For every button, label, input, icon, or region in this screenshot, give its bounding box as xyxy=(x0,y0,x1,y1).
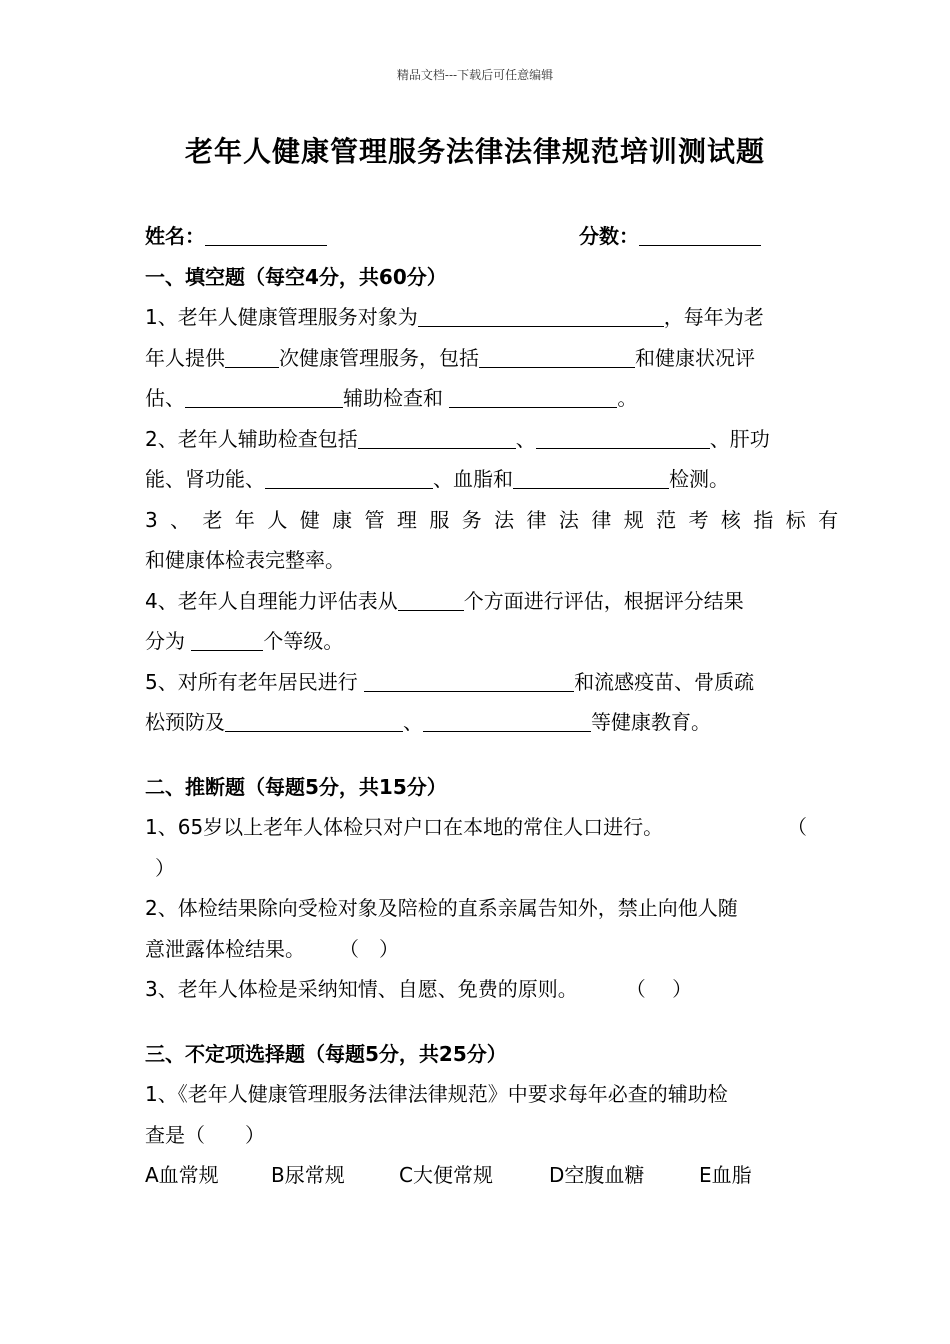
option-a[interactable]: A血常规 xyxy=(145,1163,219,1187)
score-field[interactable] xyxy=(579,216,761,257)
s2-q1-line2: ） xyxy=(155,855,175,880)
score-blank[interactable] xyxy=(639,225,761,246)
answer-blank[interactable] xyxy=(185,387,343,408)
s1-q4-line2: 分为 个等级。 xyxy=(145,629,344,653)
s3-q1-line1: 1、《老年人健康管理服务法律法律规范》中要求每年必查的辅助检 xyxy=(145,1082,728,1106)
answer-blank[interactable] xyxy=(513,468,669,489)
s3-q1-options xyxy=(145,1155,807,1196)
section3-heading: 三、不定项选择题（每题5分，共25分） xyxy=(145,1041,507,1066)
answer-blank[interactable] xyxy=(479,347,635,368)
answer-blank[interactable] xyxy=(398,590,464,611)
answer-blank[interactable] xyxy=(225,711,403,732)
s1-q1-line2: 年人提供 次健康管理服务，包括 和健康状况评 xyxy=(145,345,755,370)
answer-blank[interactable] xyxy=(449,387,617,408)
option-d[interactable]: D空腹血糖 xyxy=(549,1163,645,1187)
answer-paren[interactable]: （ ） xyxy=(625,977,693,1001)
s2-q2-line2: 意泄露体检结果。 （ ） xyxy=(145,936,399,961)
s2-q3: 3、老年人体检是采纳知情、自愿、免费的原则。 （ ） xyxy=(145,977,693,1001)
score-label: 分数： xyxy=(579,224,639,248)
s1-q5-line2: 松预防及 、 等健康教育。 xyxy=(145,710,711,734)
section2-heading: 二、推断题（每题5分，共15分） xyxy=(145,774,447,799)
s2-q1-line1: 1、65岁以上老年人体检只对户口在本地的常住人口进行。 （ xyxy=(145,807,807,848)
header-note: 精品文档---下载后可任意编辑 xyxy=(396,68,554,82)
answer-paren[interactable]: （ xyxy=(787,815,807,839)
info-row xyxy=(145,216,807,257)
name-blank[interactable] xyxy=(205,225,327,246)
answer-paren[interactable]: （ ） xyxy=(339,936,399,961)
answer-blank[interactable] xyxy=(191,630,263,651)
answer-blank[interactable] xyxy=(418,306,664,327)
option-e[interactable]: E血脂 xyxy=(699,1163,752,1187)
answer-blank[interactable] xyxy=(358,428,516,449)
s1-q1-line3: 估、 辅助检查和 。 xyxy=(145,386,638,410)
name-label: 姓名： xyxy=(145,224,205,248)
exam-content xyxy=(145,216,851,1196)
answer-blank[interactable] xyxy=(225,347,279,368)
s3-q1-line2: 查是（ ） xyxy=(145,1122,265,1147)
answer-blank[interactable] xyxy=(265,468,433,489)
s1-q2-line1: 2、老年人辅助检查包括 、 、肝功 xyxy=(145,426,770,451)
answer-blank[interactable] xyxy=(536,428,710,449)
name-field[interactable] xyxy=(145,216,327,257)
page-title: 老年人健康管理服务法律法律规范培训测试题 xyxy=(184,135,765,168)
s1-q1-line1: 1、老年人健康管理服务对象为 ，每年为老 xyxy=(145,305,764,329)
answer-blank[interactable] xyxy=(423,711,591,732)
s1-q3-line1: 3、老年人健康管理服务法律法律规范考核指标有 xyxy=(145,507,851,532)
s1-q3-line2: 和健康体检表完整率。 xyxy=(145,548,345,572)
s1-q2-line2: 能、肾功能、 、血脂和 检测。 xyxy=(145,467,729,491)
option-b[interactable]: B尿常规 xyxy=(271,1163,345,1187)
answer-blank[interactable] xyxy=(364,671,574,692)
section1-heading: 一、填空题（每空4分，共60分） xyxy=(145,264,447,289)
s2-q2-line1: 2、体检结果除向受检对象及陪检的直系亲属告知外，禁止向他人随 xyxy=(145,896,738,920)
option-c[interactable]: C大便常规 xyxy=(399,1163,493,1187)
s1-q5-line1: 5、对所有老年居民进行 和流感疫苗、骨质疏 xyxy=(145,669,755,694)
s1-q4-line1: 4、老年人自理能力评估表从 个方面进行评估，根据评分结果 xyxy=(145,588,744,613)
